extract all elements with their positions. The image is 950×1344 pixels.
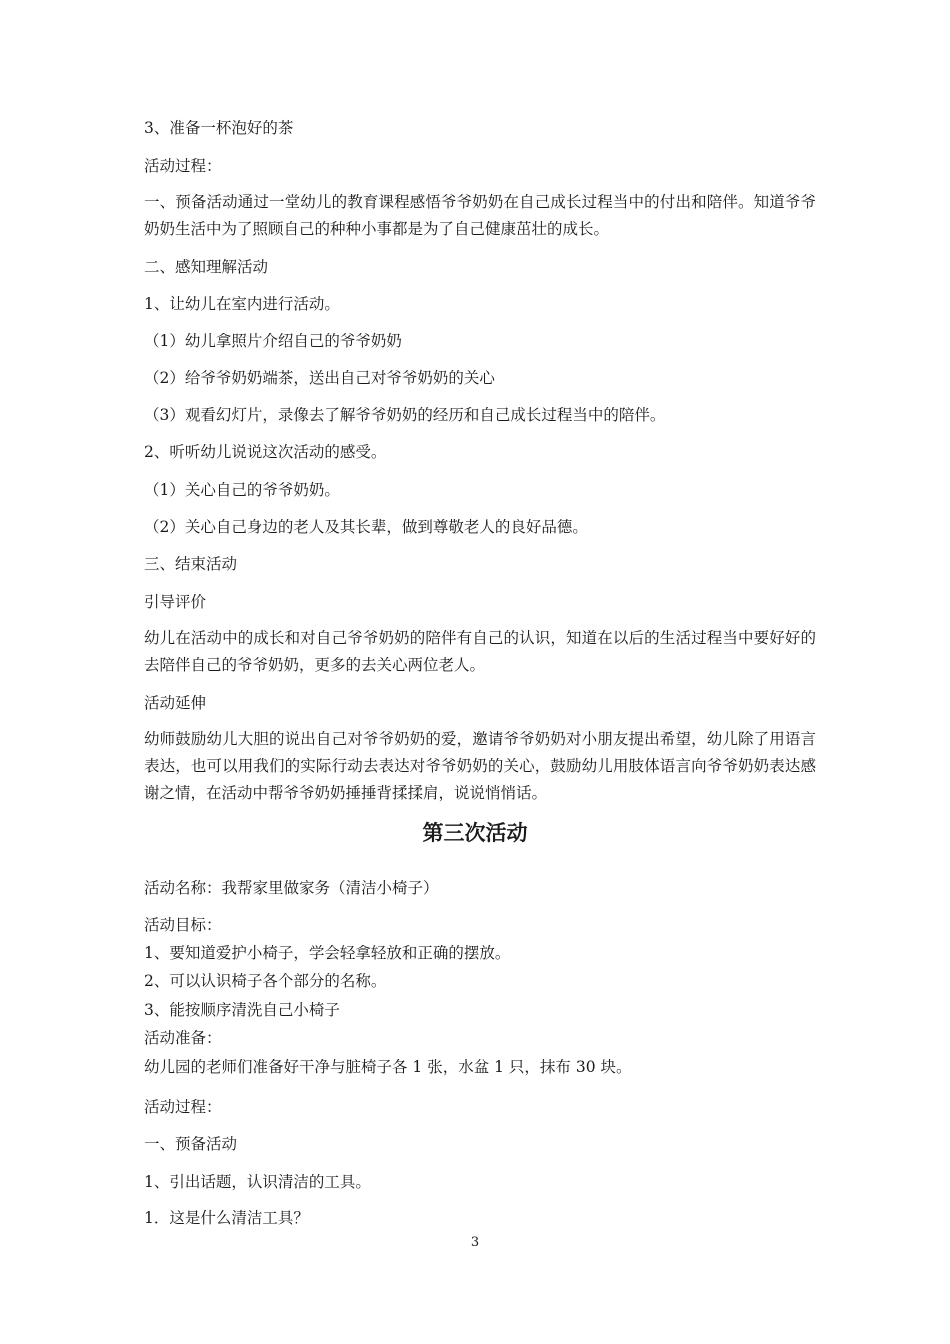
text-line-slideshow: （3）观看幻灯片，录像去了解爷爷奶奶的经历和自己成长过程当中的陪伴。: [144, 406, 666, 424]
text-line-serve-tea: （2）给爷爷奶奶端茶，送出自己对爷爷奶奶的关心: [144, 369, 495, 387]
paragraph-evaluation: 幼儿在活动中的成长和对自己爷爷奶奶的陪伴有自己的认识，知道在以后的生活过程当中要好好的去陪伴自己的爷爷奶奶，更多的去关心两位老人。: [144, 629, 816, 674]
text-line-activity-name: 活动名称：我帮家里做家务（清洁小椅子）: [144, 879, 439, 897]
text-line-introduce-topic: 1、引出话题，认识清洁的工具。: [144, 1173, 371, 1191]
page-number: 3: [470, 1235, 480, 1250]
text-line-indoor-activity: 1、让幼儿在室内进行活动。: [144, 295, 340, 313]
text-line-goal-1: 1、要知道爱护小椅子，学会轻拿轻放和正确的摆放。: [144, 944, 511, 962]
text-line-closing-activity: 三、结束活动: [144, 555, 238, 573]
text-line-activity-goals-label: 活动目标：: [144, 916, 222, 934]
text-line-process-label-2: 活动过程：: [144, 1098, 222, 1116]
text-line-perception-activity: 二、感知理解活动: [144, 258, 269, 276]
text-line-tea-prep: 3、准备一杯泡好的茶: [144, 119, 294, 137]
text-line-activity-extension: 活动延伸: [144, 694, 207, 712]
section-heading-third-activity: 第三次活动: [422, 821, 528, 845]
text-line-process-label: 活动过程：: [144, 157, 222, 175]
paragraph-extension: 幼师鼓励幼儿大胆的说出自己对爷爷奶奶的爱，邀请爷爷奶奶对小朋友提出希望，幼儿除了用语言表达，也可以用我们的实际行动去表达对爷爷奶奶的关心，鼓励幼儿用肢体语言向爷爷奶奶表达感谢之情，在活动中帮爷爷奶奶捶捶背揉揉肩，说说悄悄话。: [144, 730, 816, 802]
text-line-cleaning-tool-question: 1．这是什么清洁工具？: [144, 1209, 309, 1227]
text-line-goal-3: 3、能按顺序清洗自己小椅子: [144, 1001, 340, 1019]
text-line-goal-2: 2、可以认识椅子各个部分的名称。: [144, 972, 387, 990]
text-line-care-grandparents: （1）关心自己的爷爷奶奶。: [144, 481, 340, 499]
paragraph-preparation-activity: 一、预备活动通过一堂幼儿的教育课程感悟爷爷奶奶在自己成长过程当中的付出和陪伴。知道爷爷奶奶生活中为了照顾自己的种种小事都是为了自己健康茁壮的成长。: [144, 193, 816, 238]
text-line-photo-intro: （1）幼儿拿照片介绍自己的爷爷奶奶: [144, 332, 402, 350]
text-line-preparation-items: 幼儿园的老师们准备好干净与脏椅子各 1 张，水盆 1 只，抹布 30 块。: [144, 1058, 632, 1076]
text-line-listen-feelings: 2、听听幼儿说说这次活动的感受。: [144, 443, 387, 461]
text-line-preparation-activity-2: 一、预备活动: [144, 1135, 238, 1153]
text-line-preparation-label: 活动准备：: [144, 1029, 222, 1047]
text-line-guided-evaluation: 引导评价: [144, 593, 207, 611]
text-line-respect-elders: （2）关心自己身边的老人及其长辈，做到尊敬老人的良好品德。: [144, 518, 588, 536]
